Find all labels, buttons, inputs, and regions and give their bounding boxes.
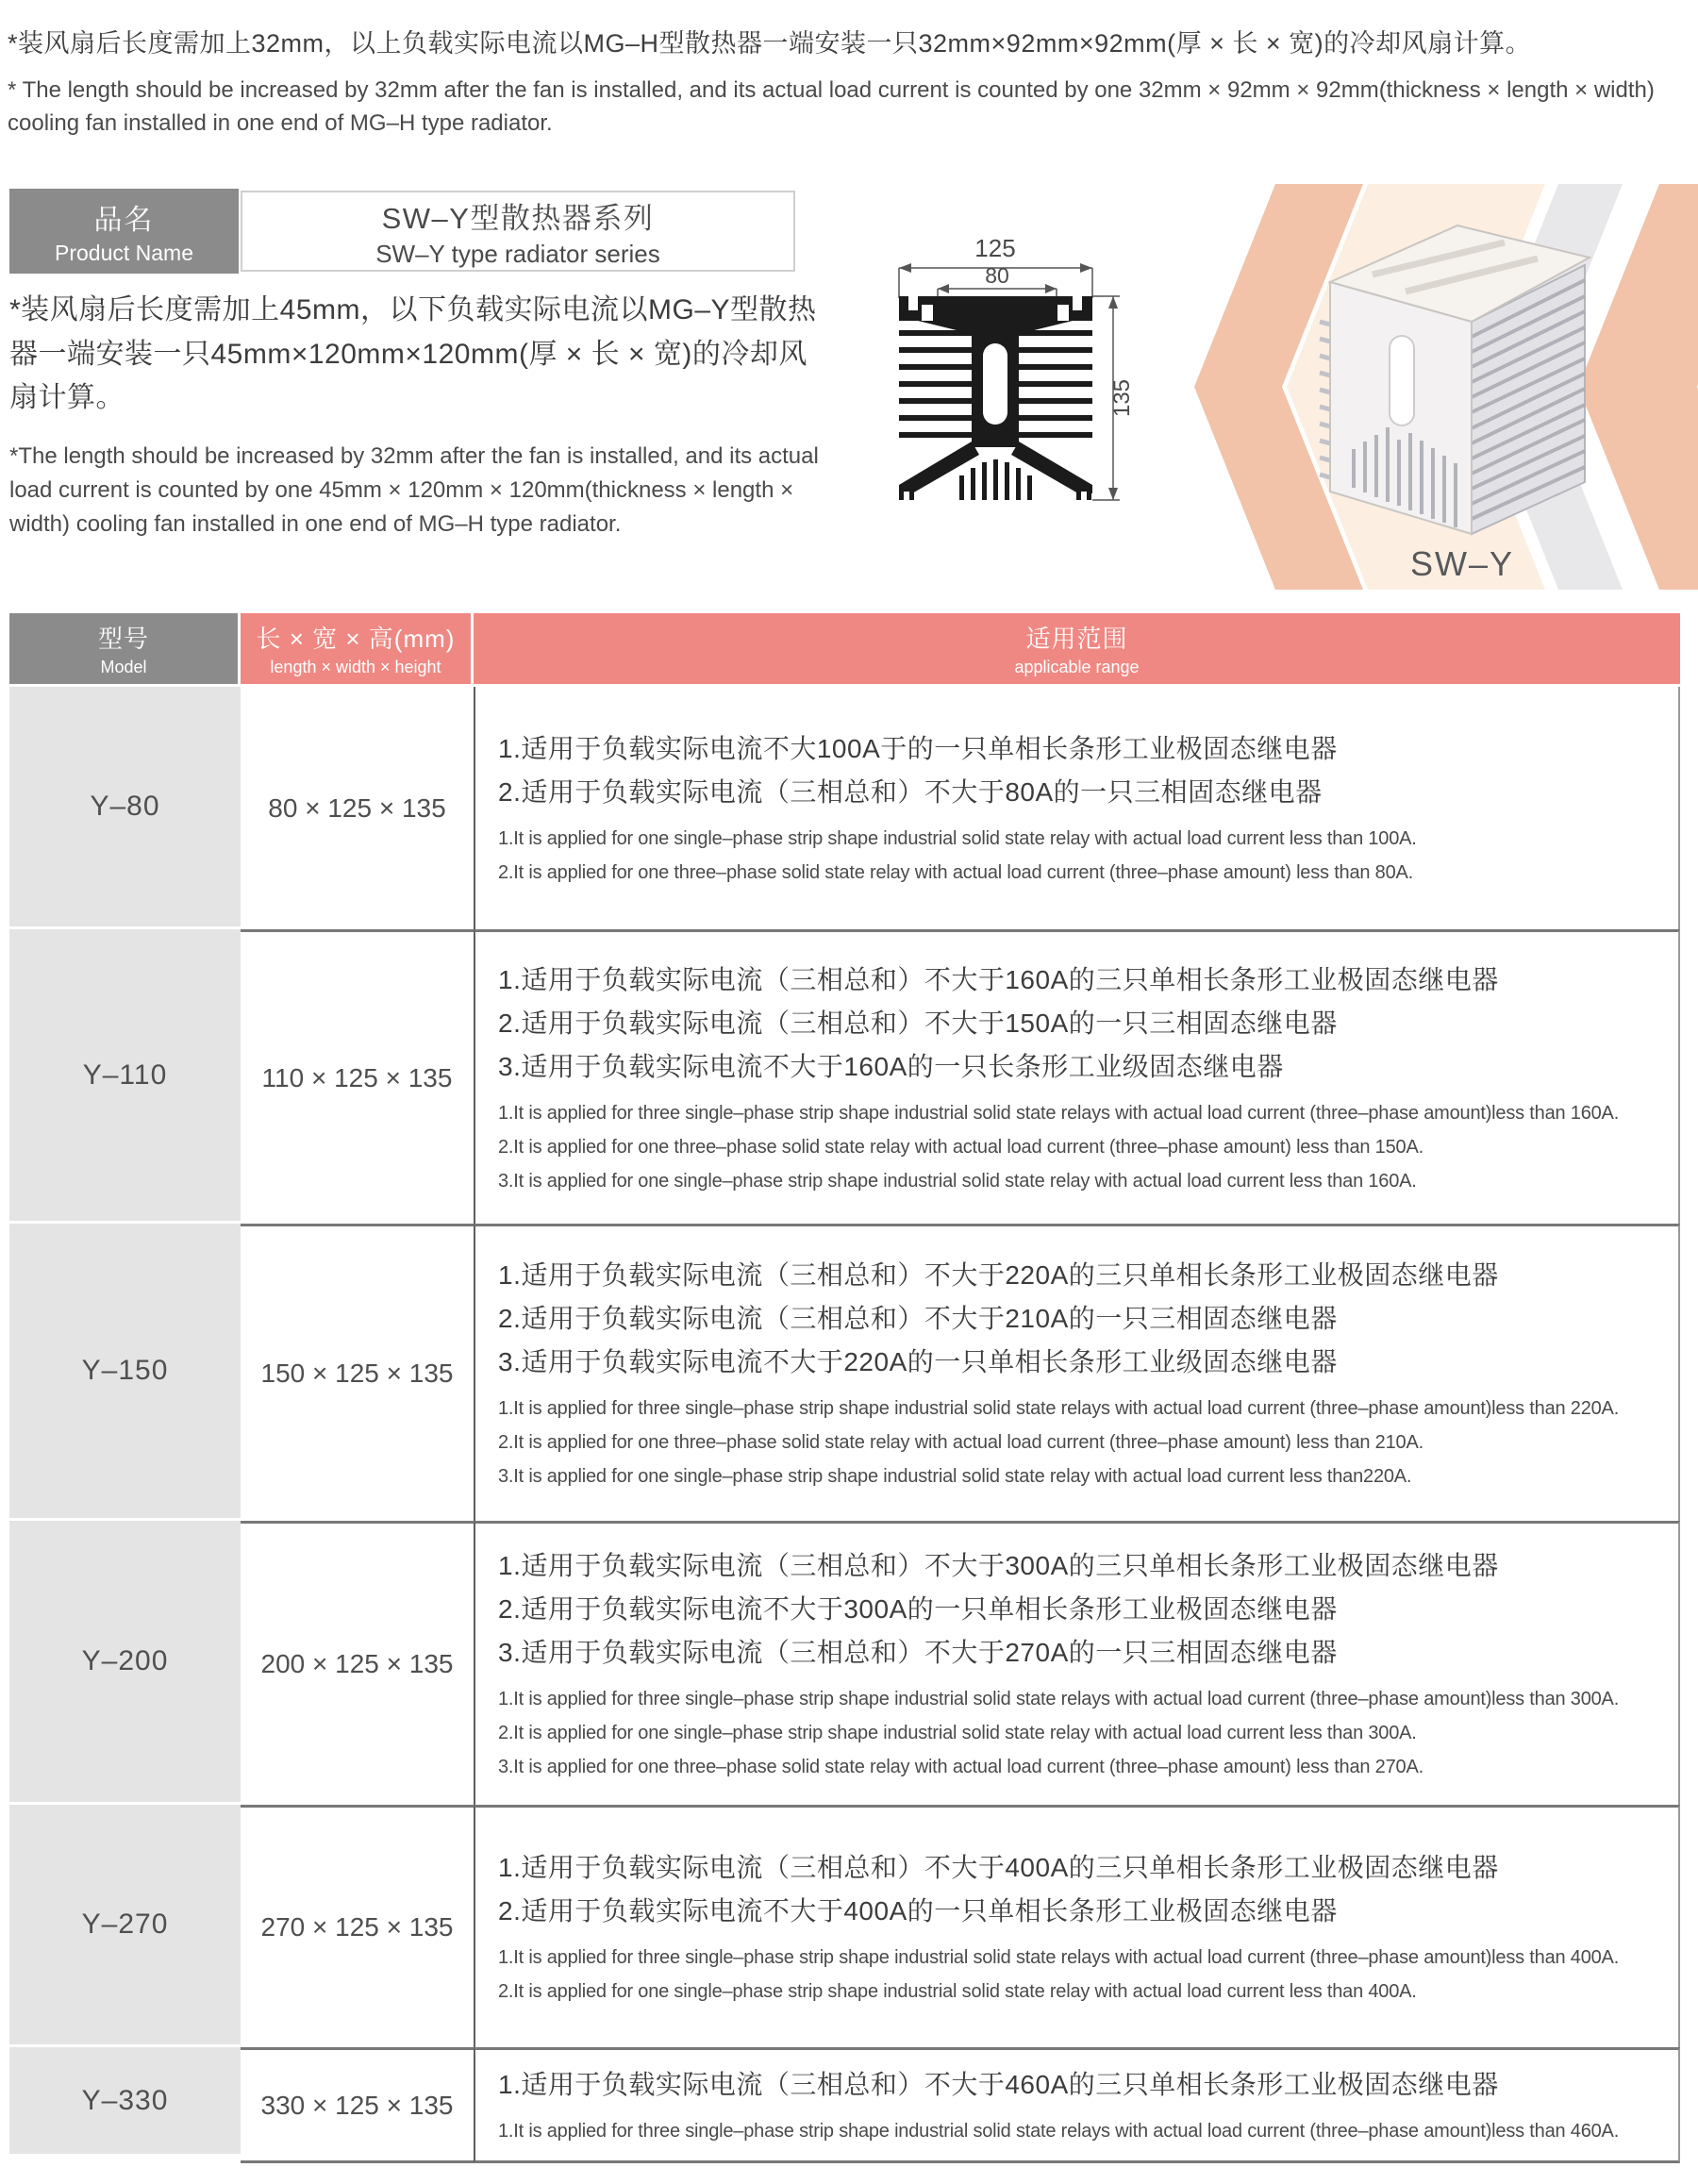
dimension-135-label: 135 xyxy=(1109,378,1135,418)
applicable-range-cell xyxy=(474,1224,1680,1521)
header-size-en: length × width × height xyxy=(270,658,441,676)
applicable-range-line-zh: 2.适用于负载实际电流不大于400A的一只单相长条形工业极固态继电器 xyxy=(498,1896,1338,1926)
model-cell xyxy=(9,1224,241,1518)
size-label: 110 × 125 × 135 xyxy=(261,1062,453,1092)
table-row xyxy=(9,1805,1680,2047)
heatsink-product-photo xyxy=(1316,208,1608,548)
applicable-range-line-en: 2.It is applied for one three–phase solid state relay with actual load current (three–phase amount) less than 150A. xyxy=(498,1136,1423,1158)
applicable-range-line-en: 2.It is applied for one three–phase solid state relay with actual load current (three–phase amount) less than 80A. xyxy=(498,861,1414,883)
model-cell xyxy=(9,1805,241,2044)
table-row xyxy=(9,1521,1680,1805)
model-label: Y–80 xyxy=(90,791,160,822)
header-range-zh: 适用范围 xyxy=(1025,625,1128,653)
product-name-label-box xyxy=(9,189,239,274)
applicable-range-line-en: 2.It is applied for one three–phase solid state relay with actual load current (three–phase amount) less than 210A. xyxy=(498,1432,1423,1453)
table-row xyxy=(9,1224,1680,1521)
spec-table-body xyxy=(9,687,1680,2163)
product-name-label-zh: 品名 xyxy=(93,205,155,236)
heatsink-profile-drawing xyxy=(873,228,1156,530)
top-note xyxy=(8,23,1670,141)
applicable-range-cell xyxy=(474,1805,1680,2047)
product-name-value-zh: SW–Y型散热器系列 xyxy=(381,201,655,235)
applicable-range-line-en: 2.It is applied for one single–phase strip shape industrial solid state relay with actual load current less than 400A. xyxy=(498,1981,1417,2002)
applicable-range-cell xyxy=(474,929,1680,1224)
model-label: Y–110 xyxy=(82,1059,168,1091)
applicable-range-zh xyxy=(498,1544,1661,1675)
size-label: 330 × 125 × 135 xyxy=(260,2090,454,2120)
applicable-range-en xyxy=(498,1096,1661,1198)
applicable-range-line-en: 3.It is applied for one single–phase strip shape industrial solid state relay with actual load current less than220A. xyxy=(498,1466,1412,1487)
applicable-range-line-zh: 3.适用于负载实际电流不大于160A的一只长条形工业级固态继电器 xyxy=(498,1051,1284,1081)
spec-table-header xyxy=(9,613,1680,684)
applicable-range-zh xyxy=(498,727,1661,814)
applicable-range-zh xyxy=(498,2063,1661,2107)
applicable-range-line-zh: 2.适用于负载实际电流（三相总和）不大于80A的一只三相固态继电器 xyxy=(498,776,1323,807)
applicable-range-en xyxy=(498,1682,1661,1784)
applicable-range-line-en: 1.It is applied for one single–phase strip shape industrial solid state relay with actual load current less than 100A. xyxy=(498,827,1417,849)
model-cell xyxy=(9,929,241,1221)
top-note-en: * The length should be increased by 32mm after the fan is installed, and its actual load current is counted by one 32mm × 92mm × 92mm(thickness × length × width) cooling fan installed in one end of MG–H type radiator. xyxy=(8,77,1655,136)
size-cell xyxy=(241,2047,474,2163)
dimension-80-label: 80 xyxy=(985,263,1009,288)
applicable-range-line-en: 2.It is applied for one single–phase strip shape industrial solid state relay with actual load current less than 300A. xyxy=(498,1723,1417,1743)
size-cell xyxy=(241,1521,474,1805)
model-cell xyxy=(9,2047,241,2154)
model-label: Y–200 xyxy=(81,1645,169,1676)
size-cell xyxy=(241,687,474,929)
applicable-range-cell xyxy=(474,687,1680,929)
product-photo-zone xyxy=(1174,175,1698,651)
header-range-en: applicable range xyxy=(1014,658,1140,676)
applicable-range-line-zh: 1.适用于负载实际电流（三相总和）不大于160A的三只单相长条形工业极固态继电器 xyxy=(498,964,1499,994)
applicable-range-cell xyxy=(474,2047,1680,2163)
fan-note xyxy=(9,289,832,542)
spec-table xyxy=(9,613,1680,2163)
header-model-zh: 型号 xyxy=(97,625,149,653)
size-label: 200 × 125 × 135 xyxy=(260,1649,454,1678)
header-model-en: Model xyxy=(100,658,147,676)
product-name-label-en: Product Name xyxy=(54,241,193,265)
applicable-range-en xyxy=(498,822,1661,890)
table-row xyxy=(9,2047,1680,2163)
applicable-range-line-zh: 3.适用于负载实际电流不大于220A的一只单相长条形工业级固态继电器 xyxy=(498,1347,1338,1376)
fan-note-en: *The length should be increased by 32mm after the fan is installed, and its actual load current is counted by one 45mm × 120mm × 120mm(thickness × length × width) cooling fan installed in one end of MG–H type radiator. xyxy=(9,442,819,537)
applicable-range-line-zh: 1.适用于负载实际电流不大100A于的一只单相长条形工业极固态继电器 xyxy=(498,733,1338,763)
applicable-range-line-zh: 1.适用于负载实际电流（三相总和）不大于220A的三只单相长条形工业极固态继电器 xyxy=(498,1260,1499,1290)
product-name-value-en: SW–Y type radiator series xyxy=(375,239,660,268)
applicable-range-line-en: 1.It is applied for three single–phase strip shape industrial solid state relays with actual load current (three–phase amount)less than 460A. xyxy=(498,2120,1620,2142)
applicable-range-line-en: 3.It is applied for one single–phase strip shape industrial solid state relay with actual load current less than 160A. xyxy=(498,1170,1417,1192)
size-cell xyxy=(241,1805,474,2047)
applicable-range-line-en: 1.It is applied for three single–phase strip shape industrial solid state relays with actual load current (three–phase amount)less than 300A. xyxy=(498,1689,1620,1709)
header-size-zh: 长 × 宽 × 高(mm) xyxy=(256,625,456,653)
applicable-range-line-zh: 1.适用于负载实际电流（三相总和）不大于460A的三只单相长条形工业极固态继电器 xyxy=(498,2069,1499,2099)
header-cell-size xyxy=(241,613,474,684)
applicable-range-line-zh: 3.适用于负载实际电流（三相总和）不大于270A的一只三相固态继电器 xyxy=(498,1638,1338,1667)
size-cell xyxy=(241,929,474,1224)
top-note-zh: *装风扇后长度需加上32mm，以上负载实际电流以MG–H型散热器一端安装一只32mm×92mm×92mm(厚 × 长 × 宽)的冷却风扇计算。 xyxy=(8,29,1532,58)
dimension-125-label: 125 xyxy=(974,234,1016,262)
product-photo-label: SW–Y xyxy=(1409,544,1515,583)
model-cell xyxy=(9,687,241,926)
model-label: Y–330 xyxy=(81,2084,169,2116)
table-row xyxy=(9,687,1680,929)
applicable-range-en xyxy=(498,1941,1661,2009)
cross-section-diagram xyxy=(873,228,1156,530)
applicable-range-line-zh: 2.适用于负载实际电流（三相总和）不大于210A的一只三相固态继电器 xyxy=(498,1304,1338,1333)
applicable-range-cell xyxy=(474,1521,1680,1805)
size-cell xyxy=(241,1224,474,1521)
applicable-range-zh xyxy=(498,1254,1661,1384)
applicable-range-zh xyxy=(498,1846,1661,1933)
fan-note-zh: *装风扇后长度需加上45mm，以下负载实际电流以MG–Y型散热器一端安装一只45mm×120mm×120mm(厚 × 长 × 宽)的冷却风扇计算。 xyxy=(9,294,817,413)
model-label: Y–270 xyxy=(81,1909,169,1940)
header-cell-model xyxy=(9,613,241,684)
applicable-range-line-en: 1.It is applied for three single–phase strip shape industrial solid state relays with actual load current (three–phase amount)less than 160A. xyxy=(498,1102,1620,1124)
applicable-range-en xyxy=(498,2114,1661,2148)
applicable-range-line-en: 1.It is applied for three single–phase strip shape industrial solid state relays with actual load current (three–phase amount)less than 400A. xyxy=(498,1947,1620,1968)
table-row xyxy=(9,929,1680,1224)
applicable-range-line-zh: 1.适用于负载实际电流（三相总和）不大于400A的三只单相长条形工业极固态继电器 xyxy=(498,1853,1499,1882)
size-label: 270 × 125 × 135 xyxy=(260,1912,454,1942)
size-label: 80 × 125 × 135 xyxy=(268,792,446,823)
applicable-range-line-en: 1.It is applied for three single–phase strip shape industrial solid state relays with actual load current (three–phase amount)less than 220A. xyxy=(498,1398,1620,1419)
applicable-range-en xyxy=(498,1392,1661,1493)
header-cell-range xyxy=(474,613,1680,684)
applicable-range-line-en: 3.It is applied for one three–phase solid state relay with actual load current (three–phase amount) less than 270A. xyxy=(498,1757,1423,1777)
applicable-range-zh xyxy=(498,959,1661,1089)
model-cell xyxy=(9,1521,241,1802)
applicable-range-line-zh: 2.适用于负载实际电流（三相总和）不大于150A的一只三相固态继电器 xyxy=(498,1008,1338,1038)
size-label: 150 × 125 × 135 xyxy=(260,1359,454,1388)
applicable-range-line-zh: 2.适用于负载实际电流不大于300A的一只单相长条形工业极固态继电器 xyxy=(498,1594,1338,1624)
product-name-value-box xyxy=(241,191,795,272)
model-label: Y–150 xyxy=(81,1355,169,1386)
applicable-range-line-zh: 1.适用于负载实际电流（三相总和）不大于300A的三只单相长条形工业极固态继电器 xyxy=(498,1551,1499,1580)
